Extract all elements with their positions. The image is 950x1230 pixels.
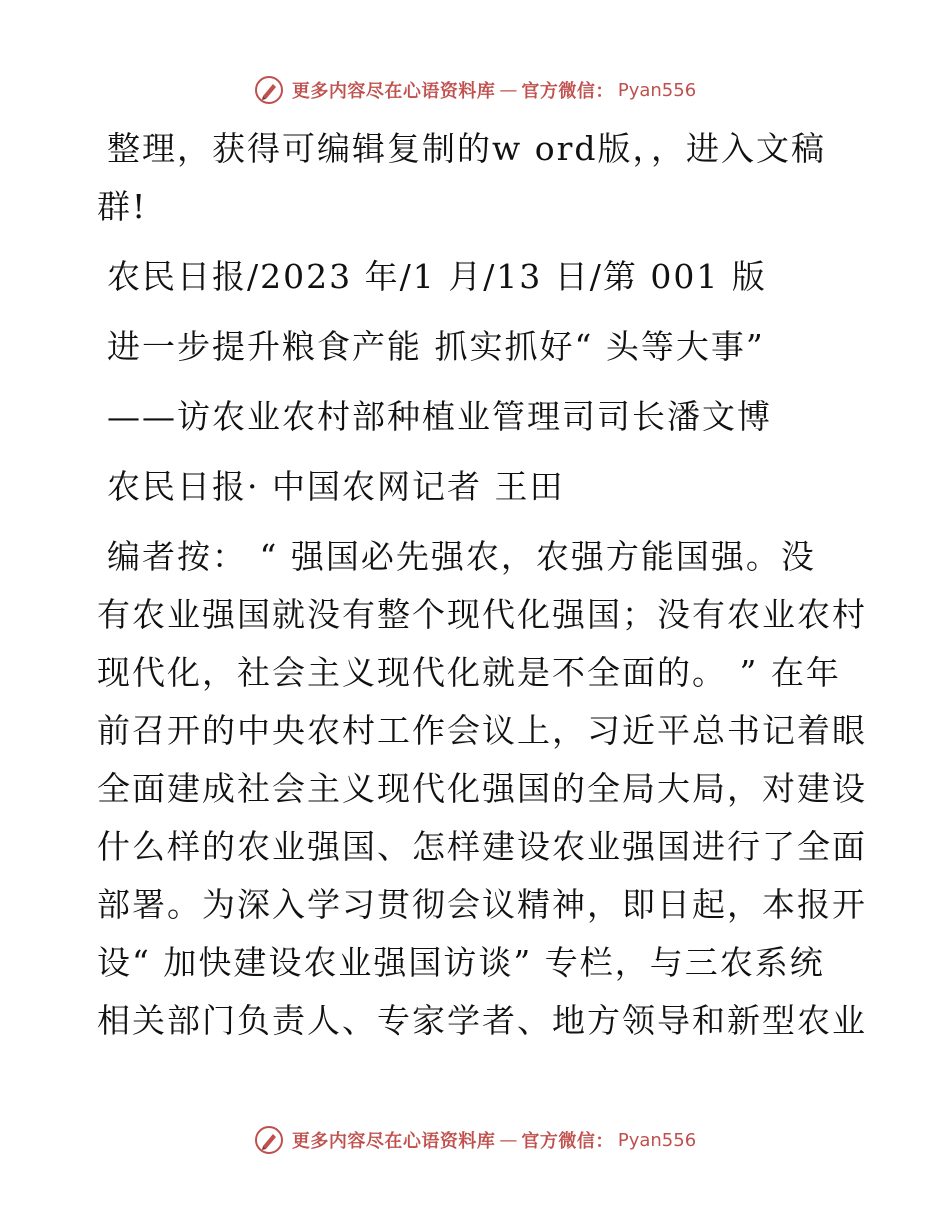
banner-main-text: 更多内容尽在心语资料库 [291,1131,496,1152]
editor-note-line: 什么样的农业强国、怎样建设农业强国进行了全面 [97,827,867,866]
intro-block [97,120,857,236]
editor-note-line: 有农业强国就没有整个现代化强国；没有农业农村 [97,595,867,634]
headline: 进一步提升粮食产能 抓实抓好“ 头等大事” [107,327,765,366]
pen-logo-icon [254,75,284,105]
editor-note-line: 相关部门负责人、专家学者、地方领导和新型农业 [97,1001,867,1040]
source-line: 农民日报/2023 年/1 月/13 日/第 001 版 [107,257,767,296]
banner-separator: — [499,79,518,101]
editor-note-line: 编者按： “ 强国必先强农，农强方能国强。没 [107,537,816,576]
banner-wechat-label: 官方微信： [521,1131,614,1152]
editor-note-line: 部署。为深入学习贯彻会议精神，即日起，本报开 [97,885,867,924]
pen-logo-icon [254,1125,284,1155]
banner-wechat-id: Pyan556 [617,79,697,101]
footer-banner [0,1120,950,1160]
editor-note [97,528,867,1050]
banner-separator: — [499,1129,518,1151]
byline: 农民日报· 中国农网记者 王田 [107,467,565,506]
banner-wechat-label: 官方微信： [521,81,614,102]
byline-block [97,458,857,516]
intro-line-1: 整理，获得可编辑复制的w ord版，，进入文稿 [107,129,827,168]
editor-note-line: 全面建成社会主义现代化强国的全局大局，对建设 [97,769,867,808]
editor-note-line: 设“ 加快建设农业强国访谈” 专栏，与三农系统 [97,943,825,982]
intro-line-2: 群! [97,187,148,226]
subheadline: ——访农业农村部种植业管理司司长潘文博 [107,397,772,436]
source-block [97,248,857,306]
document-body [97,120,867,1062]
subheadline-block [97,388,857,446]
headline-block [97,318,857,376]
banner-main-text: 更多内容尽在心语资料库 [291,81,496,102]
header-banner [0,70,950,110]
editor-note-line: 现代化，社会主义现代化就是不全面的。 ” 在年 [97,653,841,692]
banner-wechat-id: Pyan556 [617,1129,697,1151]
editor-note-line: 前召开的中央农村工作会议上，习近平总书记着眼 [97,711,867,750]
